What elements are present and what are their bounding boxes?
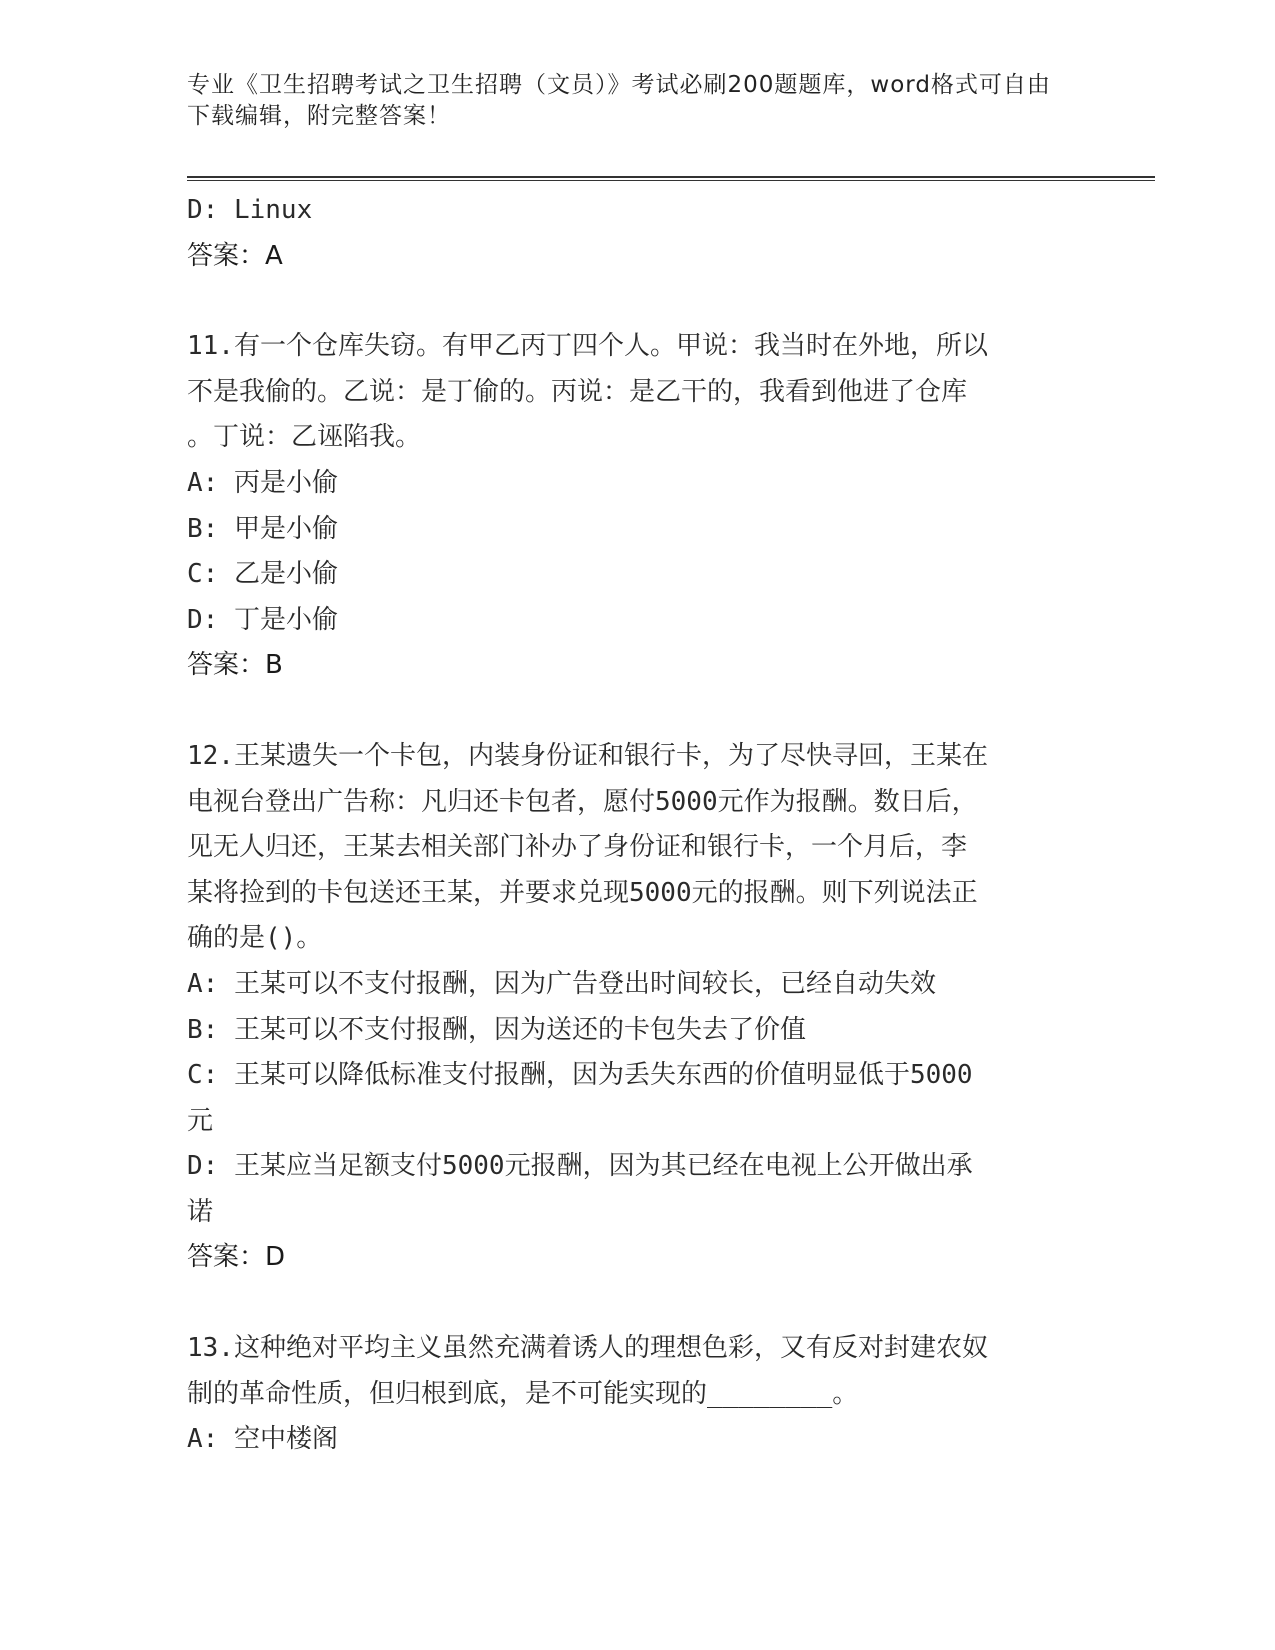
question-11	[187, 324, 1067, 689]
document-body	[187, 188, 1067, 1463]
option-line: B: 王某可以不支付报酬，因为送还的卡包失去了价值	[187, 1014, 806, 1045]
answer-line: 答案：B	[187, 650, 283, 681]
question-stem-line: 确的是()。	[187, 923, 323, 954]
spacer	[187, 1281, 1067, 1326]
question-stem-line: 不是我偷的。乙说：是丁偷的。丙说：是乙干的，我看到他进了仓库	[187, 376, 968, 407]
question-stem-line: 见无人归还，王某去相关部门补办了身份证和银行卡，一个月后，李	[187, 832, 968, 863]
question-12	[187, 734, 1067, 1281]
option-line: C: 乙是小偷	[187, 559, 338, 590]
answer-line: 答案：D	[187, 1242, 286, 1273]
option-line: D: Linux	[187, 195, 313, 225]
question-stem-line: 13.这种绝对平均主义虽然充满着诱人的理想色彩，又有反对封建农奴	[187, 1333, 988, 1364]
option-line: B: 甲是小偷	[187, 513, 338, 544]
option-line: D: 王某应当足额支付5000元报酬，因为其已经在电视上公开做出承	[187, 1151, 973, 1182]
header-divider	[187, 176, 1155, 181]
option-line: D: 丁是小偷	[187, 604, 338, 635]
option-line: A: 丙是小偷	[187, 467, 338, 498]
spacer	[187, 279, 1067, 324]
question-stem-line: 电视台登出广告称：凡归还卡包者，愿付5000元作为报酬。数日后，	[187, 786, 978, 817]
question-stem-line: 制的革命性质，但归根到底，是不可能实现的________。	[187, 1378, 859, 1409]
option-line: A: 王某可以不支付报酬，因为广告登出时间较长，已经自动失效	[187, 968, 936, 999]
option-line: A: 空中楼阁	[187, 1424, 338, 1455]
option-line: C: 王某可以降低标准支付报酬，因为丢失东西的价值明显低于5000	[187, 1060, 973, 1091]
header-title: 专业《卫生招聘考试之卫生招聘（文员）》考试必刷200题题库，word格式可自由下载编辑，附完整答案！	[187, 72, 1051, 129]
spacer	[187, 689, 1067, 734]
page-header	[187, 70, 1067, 132]
option-line: 诺	[187, 1196, 214, 1227]
question-stem-line: 12.王某遗失一个卡包，内装身份证和银行卡，为了尽快寻回，王某在	[187, 740, 988, 771]
question-stem-line: 某将捡到的卡包送还王某，并要求兑现5000元的报酬。则下列说法正	[187, 877, 978, 908]
answer-line: 答案：A	[187, 240, 283, 271]
question-stem-line: 。丁说：乙诬陷我。	[187, 422, 422, 453]
question-stem-line: 11.有一个仓库失窃。有甲乙丙丁四个人。甲说：我当时在外地，所以	[187, 331, 988, 362]
option-line: 元	[187, 1105, 214, 1136]
question-13	[187, 1326, 1067, 1463]
